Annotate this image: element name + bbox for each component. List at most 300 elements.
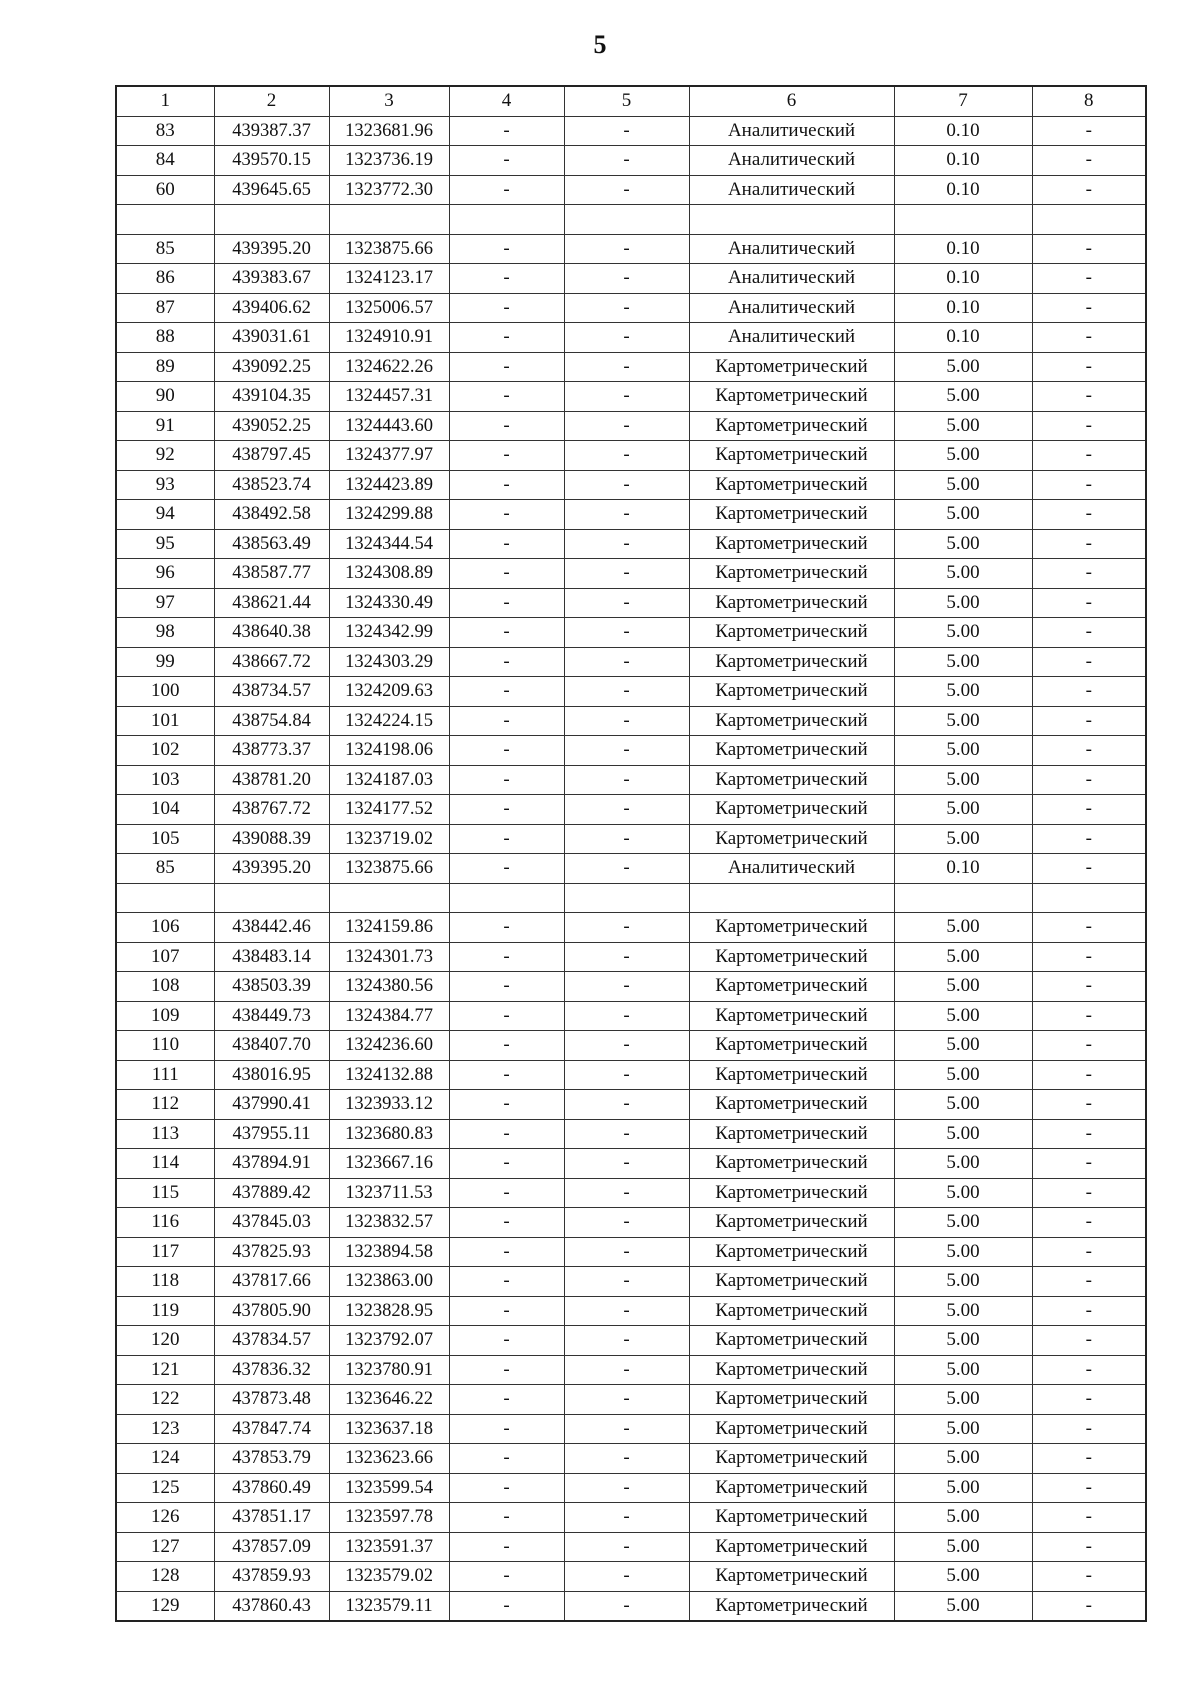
cell-col-4: -: [449, 559, 564, 589]
cell-col-5: -: [564, 1355, 689, 1385]
table-row: [116, 1503, 1146, 1533]
cell-point-number: 104: [116, 795, 214, 825]
cell-y-coordinate: 1323772.30: [329, 175, 449, 205]
cell-col-8: -: [1032, 1326, 1146, 1356]
cell-accuracy: 0.10: [894, 323, 1032, 353]
cell-col-4: -: [449, 500, 564, 530]
cell-col-8: -: [1032, 146, 1146, 176]
cell-col-4: -: [449, 1503, 564, 1533]
cell-col-5: -: [564, 795, 689, 825]
cell-x-coordinate: 437853.79: [214, 1444, 329, 1474]
cell-x-coordinate: 438563.49: [214, 529, 329, 559]
cell-x-coordinate: 438667.72: [214, 647, 329, 677]
cell-col-4: [449, 883, 564, 913]
cell-y-coordinate: 1324236.60: [329, 1031, 449, 1061]
cell-col-8: -: [1032, 323, 1146, 353]
table-row: [116, 706, 1146, 736]
cell-point-number: 90: [116, 382, 214, 412]
cell-col-5: -: [564, 1090, 689, 1120]
cell-col-5: -: [564, 1444, 689, 1474]
cell-col-4: -: [449, 146, 564, 176]
cell-col-4: -: [449, 1178, 564, 1208]
cell-y-coordinate: 1324299.88: [329, 500, 449, 530]
cell-col-4: -: [449, 1149, 564, 1179]
cell-col-4: -: [449, 234, 564, 264]
cell-x-coordinate: 438442.46: [214, 913, 329, 943]
cell-col-5: -: [564, 323, 689, 353]
cell-y-coordinate: 1324342.99: [329, 618, 449, 648]
cell-col-8: -: [1032, 1208, 1146, 1238]
cell-col-8: -: [1032, 264, 1146, 294]
cell-accuracy: 5.00: [894, 942, 1032, 972]
table-row: [116, 1267, 1146, 1297]
cell-accuracy: 5.00: [894, 1532, 1032, 1562]
cell-point-number: 100: [116, 677, 214, 707]
cell-method: Аналитический: [689, 323, 894, 353]
cell-accuracy: 5.00: [894, 559, 1032, 589]
cell-y-coordinate: 1324224.15: [329, 706, 449, 736]
cell-col-8: -: [1032, 795, 1146, 825]
cell-method: Картометрический: [689, 1031, 894, 1061]
cell-method: Картометрический: [689, 942, 894, 972]
cell-col-5: -: [564, 293, 689, 323]
cell-point-number: 111: [116, 1060, 214, 1090]
cell-x-coordinate: 439387.37: [214, 116, 329, 146]
cell-accuracy: 5.00: [894, 1090, 1032, 1120]
cell-col-5: -: [564, 1503, 689, 1533]
cell-col-5: -: [564, 588, 689, 618]
cell-method: Аналитический: [689, 264, 894, 294]
cell-accuracy: 0.10: [894, 264, 1032, 294]
table-row: [116, 765, 1146, 795]
cell-col-8: -: [1032, 382, 1146, 412]
cell-col-4: -: [449, 972, 564, 1002]
cell-col-5: -: [564, 1267, 689, 1297]
table-row: [116, 529, 1146, 559]
column-header: 6: [689, 86, 894, 116]
cell-y-coordinate: 1324423.89: [329, 470, 449, 500]
cell-x-coordinate: 437851.17: [214, 1503, 329, 1533]
cell-col-8: -: [1032, 854, 1146, 884]
cell-accuracy: 5.00: [894, 1385, 1032, 1415]
cell-col-8: -: [1032, 116, 1146, 146]
cell-col-4: -: [449, 1414, 564, 1444]
cell-col-8: -: [1032, 175, 1146, 205]
cell-col-5: [564, 205, 689, 235]
cell-col-5: -: [564, 234, 689, 264]
cell-col-4: -: [449, 1119, 564, 1149]
table-row: [116, 647, 1146, 677]
table-row: [116, 352, 1146, 382]
cell-col-4: -: [449, 1355, 564, 1385]
cell-col-8: -: [1032, 559, 1146, 589]
cell-method: Картометрический: [689, 1090, 894, 1120]
cell-x-coordinate: 438767.72: [214, 795, 329, 825]
cell-point-number: 85: [116, 234, 214, 264]
table-row: [116, 1208, 1146, 1238]
cell-col-5: -: [564, 175, 689, 205]
cell-col-5: -: [564, 647, 689, 677]
cell-method: Картометрический: [689, 1267, 894, 1297]
cell-method: Картометрический: [689, 795, 894, 825]
cell-col-4: -: [449, 411, 564, 441]
cell-accuracy: 0.10: [894, 293, 1032, 323]
cell-method: Картометрический: [689, 1591, 894, 1621]
cell-col-5: -: [564, 500, 689, 530]
table-row: [116, 1119, 1146, 1149]
cell-x-coordinate: 438773.37: [214, 736, 329, 766]
cell-col-8: -: [1032, 352, 1146, 382]
table-row: [116, 1591, 1146, 1621]
cell-method: Картометрический: [689, 647, 894, 677]
cell-col-5: -: [564, 736, 689, 766]
cell-method: Аналитический: [689, 234, 894, 264]
table-row: [116, 470, 1146, 500]
table-row: [116, 1149, 1146, 1179]
cell-col-5: -: [564, 116, 689, 146]
cell-method: Картометрический: [689, 1237, 894, 1267]
cell-col-4: -: [449, 1296, 564, 1326]
cell-point-number: 123: [116, 1414, 214, 1444]
cell-method: Картометрический: [689, 1001, 894, 1031]
cell-col-4: -: [449, 942, 564, 972]
cell-x-coordinate: 437847.74: [214, 1414, 329, 1444]
cell-col-8: -: [1032, 706, 1146, 736]
cell-x-coordinate: [214, 205, 329, 235]
table-row: [116, 116, 1146, 146]
cell-method: Картометрический: [689, 1532, 894, 1562]
cell-accuracy: 5.00: [894, 470, 1032, 500]
table-row: [116, 1355, 1146, 1385]
cell-x-coordinate: 437834.57: [214, 1326, 329, 1356]
table-row: [116, 824, 1146, 854]
cell-x-coordinate: 439088.39: [214, 824, 329, 854]
cell-point-number: 106: [116, 913, 214, 943]
cell-point-number: 116: [116, 1208, 214, 1238]
cell-accuracy: 5.00: [894, 1060, 1032, 1090]
cell-point-number: 86: [116, 264, 214, 294]
cell-col-5: -: [564, 1237, 689, 1267]
table-row: [116, 1296, 1146, 1326]
cell-y-coordinate: 1323736.19: [329, 146, 449, 176]
cell-accuracy: 5.00: [894, 1326, 1032, 1356]
cell-col-5: -: [564, 382, 689, 412]
cell-y-coordinate: 1323933.12: [329, 1090, 449, 1120]
cell-x-coordinate: 437859.93: [214, 1562, 329, 1592]
cell-col-8: -: [1032, 1267, 1146, 1297]
cell-col-4: -: [449, 293, 564, 323]
cell-method: Аналитический: [689, 293, 894, 323]
cell-col-5: -: [564, 1591, 689, 1621]
cell-point-number: 110: [116, 1031, 214, 1061]
cell-y-coordinate: 1323579.02: [329, 1562, 449, 1592]
cell-y-coordinate: 1323623.66: [329, 1444, 449, 1474]
cell-y-coordinate: 1323894.58: [329, 1237, 449, 1267]
cell-point-number: 125: [116, 1473, 214, 1503]
table-row: [116, 677, 1146, 707]
cell-accuracy: 5.00: [894, 972, 1032, 1002]
cell-method: Картометрический: [689, 352, 894, 382]
cell-x-coordinate: 437860.43: [214, 1591, 329, 1621]
cell-col-8: -: [1032, 1237, 1146, 1267]
cell-x-coordinate: 439104.35: [214, 382, 329, 412]
cell-col-4: -: [449, 1267, 564, 1297]
cell-point-number: 102: [116, 736, 214, 766]
cell-accuracy: 5.00: [894, 1031, 1032, 1061]
cell-method: Картометрический: [689, 382, 894, 412]
cell-method: Аналитический: [689, 854, 894, 884]
table-row: [116, 913, 1146, 943]
cell-method: Картометрический: [689, 1444, 894, 1474]
cell-method: Картометрический: [689, 824, 894, 854]
cell-x-coordinate: 439395.20: [214, 854, 329, 884]
cell-col-5: [564, 883, 689, 913]
cell-accuracy: 5.00: [894, 1119, 1032, 1149]
cell-y-coordinate: 1324380.56: [329, 972, 449, 1002]
table-header-row: [116, 86, 1146, 116]
cell-y-coordinate: 1324132.88: [329, 1060, 449, 1090]
cell-method: Картометрический: [689, 618, 894, 648]
cell-col-8: [1032, 883, 1146, 913]
table-row: [116, 1237, 1146, 1267]
cell-x-coordinate: 437857.09: [214, 1532, 329, 1562]
cell-accuracy: 5.00: [894, 1237, 1032, 1267]
cell-y-coordinate: 1323875.66: [329, 854, 449, 884]
table-row: [116, 795, 1146, 825]
cell-col-5: -: [564, 470, 689, 500]
cell-x-coordinate: 438734.57: [214, 677, 329, 707]
cell-point-number: 94: [116, 500, 214, 530]
cell-col-4: -: [449, 441, 564, 471]
cell-y-coordinate: 1323637.18: [329, 1414, 449, 1444]
cell-col-8: -: [1032, 234, 1146, 264]
cell-accuracy: 0.10: [894, 234, 1032, 264]
cell-point-number: 129: [116, 1591, 214, 1621]
cell-col-8: -: [1032, 618, 1146, 648]
cell-y-coordinate: 1323863.00: [329, 1267, 449, 1297]
cell-col-8: -: [1032, 1090, 1146, 1120]
cell-y-coordinate: 1324303.29: [329, 647, 449, 677]
cell-accuracy: 5.00: [894, 1414, 1032, 1444]
cell-col-8: -: [1032, 441, 1146, 471]
cell-method: Аналитический: [689, 146, 894, 176]
cell-accuracy: 0.10: [894, 116, 1032, 146]
cell-method: Картометрический: [689, 1178, 894, 1208]
cell-x-coordinate: 438407.70: [214, 1031, 329, 1061]
cell-accuracy: 5.00: [894, 500, 1032, 530]
table-row: [116, 1385, 1146, 1415]
cell-point-number: 88: [116, 323, 214, 353]
cell-point-number: 115: [116, 1178, 214, 1208]
cell-y-coordinate: 1323591.37: [329, 1532, 449, 1562]
cell-x-coordinate: 439383.67: [214, 264, 329, 294]
table-row: [116, 500, 1146, 530]
cell-col-5: -: [564, 411, 689, 441]
table-row: [116, 1444, 1146, 1474]
cell-col-8: -: [1032, 470, 1146, 500]
cell-col-8: -: [1032, 824, 1146, 854]
cell-x-coordinate: 437805.90: [214, 1296, 329, 1326]
table-row: [116, 1060, 1146, 1090]
cell-x-coordinate: 437860.49: [214, 1473, 329, 1503]
cell-col-5: -: [564, 824, 689, 854]
cell-method: [689, 205, 894, 235]
cell-col-8: -: [1032, 1473, 1146, 1503]
column-header: 4: [449, 86, 564, 116]
cell-col-5: -: [564, 559, 689, 589]
cell-y-coordinate: 1325006.57: [329, 293, 449, 323]
cell-accuracy: 5.00: [894, 618, 1032, 648]
cell-point-number: 87: [116, 293, 214, 323]
cell-col-5: -: [564, 706, 689, 736]
cell-col-4: -: [449, 1001, 564, 1031]
cell-x-coordinate: 437889.42: [214, 1178, 329, 1208]
cell-y-coordinate: 1323780.91: [329, 1355, 449, 1385]
cell-x-coordinate: 438523.74: [214, 470, 329, 500]
cell-col-4: -: [449, 529, 564, 559]
cell-accuracy: 5.00: [894, 1149, 1032, 1179]
cell-col-5: -: [564, 1119, 689, 1149]
table-row: [116, 146, 1146, 176]
cell-point-number: 97: [116, 588, 214, 618]
cell-y-coordinate: 1324198.06: [329, 736, 449, 766]
cell-point-number: 98: [116, 618, 214, 648]
cell-x-coordinate: 439052.25: [214, 411, 329, 441]
cell-y-coordinate: 1323680.83: [329, 1119, 449, 1149]
cell-col-8: -: [1032, 765, 1146, 795]
cell-col-8: -: [1032, 293, 1146, 323]
cell-y-coordinate: 1323579.11: [329, 1591, 449, 1621]
column-header: 1: [116, 86, 214, 116]
cell-y-coordinate: 1323828.95: [329, 1296, 449, 1326]
cell-col-4: -: [449, 1237, 564, 1267]
cell-accuracy: [894, 205, 1032, 235]
cell-method: Картометрический: [689, 470, 894, 500]
table-row: [116, 1473, 1146, 1503]
table-row: [116, 1031, 1146, 1061]
cell-method: Картометрический: [689, 588, 894, 618]
cell-x-coordinate: 438587.77: [214, 559, 329, 589]
cell-method: Аналитический: [689, 116, 894, 146]
cell-col-8: -: [1032, 411, 1146, 441]
table-row: [116, 736, 1146, 766]
cell-accuracy: 5.00: [894, 1296, 1032, 1326]
cell-y-coordinate: 1324209.63: [329, 677, 449, 707]
cell-col-4: -: [449, 795, 564, 825]
cell-method: Картометрический: [689, 1385, 894, 1415]
coordinates-table: [115, 85, 1147, 1622]
table-row: [116, 1532, 1146, 1562]
cell-x-coordinate: 438640.38: [214, 618, 329, 648]
cell-col-4: -: [449, 352, 564, 382]
cell-accuracy: 5.00: [894, 677, 1032, 707]
cell-col-8: -: [1032, 1296, 1146, 1326]
cell-point-number: 92: [116, 441, 214, 471]
cell-col-4: -: [449, 116, 564, 146]
table-row: [116, 588, 1146, 618]
cell-col-8: -: [1032, 647, 1146, 677]
cell-col-4: -: [449, 1444, 564, 1474]
table-row: [116, 1326, 1146, 1356]
cell-col-8: -: [1032, 1031, 1146, 1061]
cell-x-coordinate: 438449.73: [214, 1001, 329, 1031]
cell-method: Картометрический: [689, 765, 894, 795]
cell-x-coordinate: 438621.44: [214, 588, 329, 618]
cell-col-4: -: [449, 765, 564, 795]
cell-point-number: 128: [116, 1562, 214, 1592]
cell-method: Картометрический: [689, 1473, 894, 1503]
cell-col-8: -: [1032, 1060, 1146, 1090]
cell-col-4: -: [449, 677, 564, 707]
cell-method: Картометрический: [689, 1208, 894, 1238]
cell-col-5: -: [564, 529, 689, 559]
cell-accuracy: 0.10: [894, 146, 1032, 176]
cell-method: [689, 883, 894, 913]
cell-y-coordinate: 1324187.03: [329, 765, 449, 795]
cell-accuracy: 0.10: [894, 854, 1032, 884]
cell-col-5: -: [564, 441, 689, 471]
cell-point-number: 108: [116, 972, 214, 1002]
table-row: [116, 883, 1146, 913]
cell-accuracy: 5.00: [894, 441, 1032, 471]
cell-x-coordinate: 437955.11: [214, 1119, 329, 1149]
cell-accuracy: 5.00: [894, 765, 1032, 795]
cell-col-8: -: [1032, 1532, 1146, 1562]
cell-col-4: -: [449, 1326, 564, 1356]
cell-col-5: -: [564, 1562, 689, 1592]
cell-point-number: 91: [116, 411, 214, 441]
cell-point-number: 96: [116, 559, 214, 589]
cell-method: Картометрический: [689, 1296, 894, 1326]
cell-col-8: -: [1032, 500, 1146, 530]
cell-point-number: 95: [116, 529, 214, 559]
cell-col-4: -: [449, 736, 564, 766]
cell-y-coordinate: 1324330.49: [329, 588, 449, 618]
cell-x-coordinate: 438016.95: [214, 1060, 329, 1090]
cell-y-coordinate: 1323599.54: [329, 1473, 449, 1503]
cell-col-8: -: [1032, 529, 1146, 559]
cell-accuracy: 5.00: [894, 1473, 1032, 1503]
cell-accuracy: 5.00: [894, 382, 1032, 412]
cell-col-5: -: [564, 618, 689, 648]
cell-x-coordinate: 437894.91: [214, 1149, 329, 1179]
cell-col-5: -: [564, 1001, 689, 1031]
cell-accuracy: 5.00: [894, 1267, 1032, 1297]
cell-col-8: -: [1032, 972, 1146, 1002]
cell-col-4: -: [449, 382, 564, 412]
cell-col-4: -: [449, 618, 564, 648]
table-row: [116, 1414, 1146, 1444]
cell-col-4: -: [449, 706, 564, 736]
cell-accuracy: 5.00: [894, 352, 1032, 382]
cell-method: Аналитический: [689, 175, 894, 205]
cell-col-4: -: [449, 470, 564, 500]
table-row: [116, 1090, 1146, 1120]
cell-x-coordinate: 438797.45: [214, 441, 329, 471]
cell-method: Картометрический: [689, 972, 894, 1002]
cell-y-coordinate: 1323792.07: [329, 1326, 449, 1356]
cell-y-coordinate: 1323832.57: [329, 1208, 449, 1238]
cell-y-coordinate: 1324308.89: [329, 559, 449, 589]
cell-x-coordinate: 438483.14: [214, 942, 329, 972]
cell-point-number: 118: [116, 1267, 214, 1297]
cell-x-coordinate: 439570.15: [214, 146, 329, 176]
cell-col-4: -: [449, 824, 564, 854]
cell-col-8: -: [1032, 1591, 1146, 1621]
cell-point-number: 60: [116, 175, 214, 205]
cell-col-5: -: [564, 264, 689, 294]
cell-col-8: -: [1032, 1149, 1146, 1179]
